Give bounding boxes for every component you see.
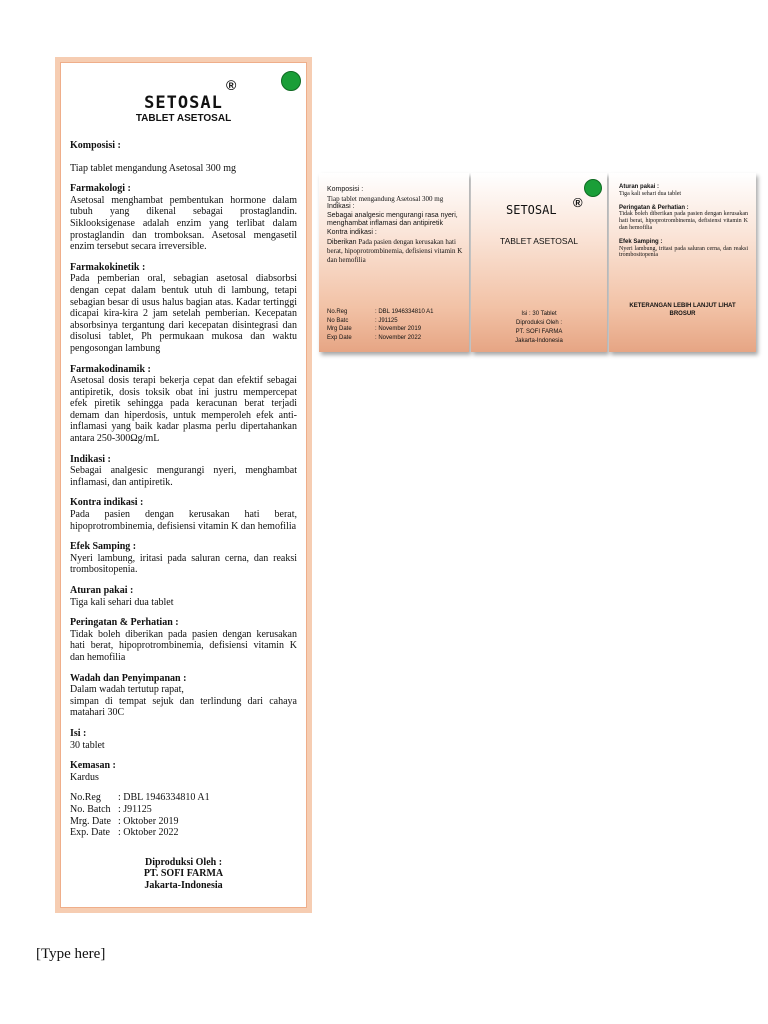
brochure-inner-frame	[60, 62, 307, 908]
producer-location: Jakarta-Indonesia	[515, 338, 563, 344]
section-heading: Wadah dan Penyimpanan :	[70, 672, 187, 684]
type-here-placeholder[interactable]: [Type here]	[36, 946, 106, 962]
green-logo-dot-icon	[584, 179, 602, 197]
brochure-sheet	[55, 57, 312, 913]
brand-title: SETOSAL	[506, 203, 557, 217]
section-text: Pada pemberian oral, sebagian asetosal diabsorbsi dengan cepat dalam bentuk utuh di lambung, tetapi sebagian besar di usus halus bagian atas. Kadar tertinggi dicapai kira-kira 2 jam setelah pemberian. Kecepatan absorbsinya tergantung dari kecepatan disintegrasi dan disolusi tablet, Ph permukaan mukosa dan waktu pengosongan lambung	[70, 273, 297, 354]
producer-company: PT. SOFI FARMA	[515, 329, 563, 335]
panel-right-text	[619, 184, 748, 259]
section-wadah	[70, 673, 297, 719]
efek-text: Nyeri lambung, iritasi pada saluran cerna, dan reaksi trombositopenia	[619, 245, 748, 259]
box-panel-right	[609, 173, 756, 352]
center-panel-footer	[471, 310, 607, 346]
section-text: Pada pasien dengan kerusakan hati berat, hipoprotrombinemia, defisiensi vitamin K dan hemofilia	[70, 509, 297, 532]
box-panel-left	[319, 173, 469, 352]
registration-row	[70, 827, 297, 839]
brand-title: SETOSAL	[144, 93, 223, 113]
indikasi-text: Sebagai analgesic mengurangi rasa nyeri, menghambat inflamasi dan antipiretik	[327, 211, 458, 228]
section-text: Nyeri lambung, iritasi pada saluran cerna, dan reaksi trombositopenia.	[70, 552, 297, 576]
brochure-content	[70, 140, 297, 891]
section-text: Kardus	[70, 771, 99, 783]
section-farmakologi	[70, 183, 297, 253]
section-komposisi	[70, 140, 297, 174]
komposisi-text: Tiap tablet mengandung Asetosal 300 mg	[327, 194, 444, 203]
registration-key: Exp Date	[327, 334, 352, 341]
registration-key: Mrg Date	[327, 326, 352, 333]
registered-trademark-icon: ®	[573, 195, 583, 210]
section-heading: Indikasi :	[70, 453, 111, 465]
section-text: 30 tablet	[70, 739, 105, 751]
section-kemasan	[70, 760, 297, 783]
peringatan-heading: Peringatan & Perhatian :	[619, 204, 689, 211]
komposisi-heading: Komposisi :	[327, 186, 364, 193]
section-text: Dalam wadah tertutup rapat,	[70, 684, 184, 696]
registration-row	[70, 804, 297, 816]
section-text: Tiga kali sehari dua tablet	[70, 596, 174, 608]
registration-value: : November 2019	[375, 326, 422, 333]
section-peringatan	[70, 617, 297, 663]
registration-value: : Oktober 2022	[118, 827, 179, 839]
producer-label: Diproduksi Oleh :	[144, 856, 223, 868]
kontra-heading: Kontra indikasi :	[327, 228, 377, 236]
section-text: simpan di tempat sejuk dan terlindung dari cahaya matahari 30C	[70, 695, 297, 719]
registration-row	[70, 792, 297, 804]
registration-row	[327, 334, 434, 343]
section-heading: Farmakodinamik :	[70, 363, 151, 375]
panel-registration-table	[327, 308, 434, 342]
registration-value: : November 2022	[375, 334, 422, 341]
producer-location: Jakarta-Indonesia	[144, 879, 223, 891]
registered-trademark-icon: ®	[226, 77, 237, 93]
registration-row	[327, 317, 434, 326]
registration-row	[70, 816, 297, 828]
registration-value: : DBL 1946334810 A1	[375, 309, 434, 315]
producer-label: Diproduksi Oleh :	[515, 320, 563, 326]
registration-value: : Oktober 2019	[118, 815, 179, 827]
isi-count: Isi : 30 Tablet	[521, 311, 557, 317]
aturan-text: Tiga kali sehari dua tablet	[619, 190, 682, 197]
section-text: Tiap tablet mengandung Asetosal 300 mg	[70, 162, 237, 174]
registration-key: No.Reg	[327, 309, 348, 315]
section-heading: Isi :	[70, 727, 87, 739]
section-text: Asetosal menghambat pembentukan hormone dalam tubuh yang dikenal sebagai prostaglandin. Siklooksigenase adalah enzim yang terlibat dalam prostaglandin dan tromboksan. Asetosal mengasetil enzim tersebut secara irreversible.	[70, 194, 297, 253]
aturan-heading: Aturan pakai :	[619, 184, 660, 190]
producer-block	[70, 857, 297, 892]
registration-row	[327, 325, 434, 334]
registration-key: No. Batch	[70, 803, 111, 815]
section-text: Tidak boleh diberikan pada pasien dengan kerusakan hati berat, hipoprotrombinemia, defisiensi vitamin K dan hemofilia	[70, 628, 297, 663]
registration-row	[327, 308, 434, 317]
efek-heading: Efek Samping :	[619, 238, 663, 245]
section-heading: Komposisi :	[70, 140, 121, 151]
registration-table	[70, 792, 297, 838]
kontra-text: Pada pasien dengan kerusakan hati berat, hipoprotrombinemia, defisiensi vitamin K dan hemofilia	[327, 237, 463, 264]
section-text: Sebagai analgesic mengurangi nyeri, menghambat inflamasi, dan antipiretik.	[70, 465, 297, 488]
section-heading: Farmakokinetik :	[70, 261, 146, 273]
brochure-note: KETERANGAN LEBIH LANJUT LIHAT BROSUR	[629, 303, 736, 317]
registration-value: : DBL 1946334810 A1	[118, 792, 210, 804]
box-panel-center	[471, 173, 607, 352]
section-heading: Efek Samping :	[70, 541, 137, 553]
kontra-prefix: Diberikan	[327, 238, 357, 246]
registration-key: No.Reg	[70, 792, 101, 804]
green-logo-dot-icon	[281, 71, 301, 91]
section-kontra-indikasi	[70, 497, 297, 532]
section-farmakokinetik	[70, 262, 297, 355]
section-farmakodinamik	[70, 364, 297, 445]
section-heading: Farmakologi :	[70, 183, 131, 195]
peringatan-text: Tidak boleh diberikan pada pasien dengan kerusakan hati berat, hipoprotrombinemia, defisiensi vitamin K dan hemofilia	[619, 211, 748, 231]
registration-key: Mrg. Date	[70, 815, 111, 827]
section-text: Asetosal dosis terapi bekerja cepat dan efektif sebagai antipiretik, dosis toksik obat ini justru mempercepat efek piretik sehingga pada keracunan berat terjadi demam dan hiperdosis, untuk memperoleh efek anti-inflamasi yang baik kadar plasma perlu dipertahankan antara 250-300Ωg/mL	[70, 375, 297, 445]
producer-company: PT. SOFI FARMA	[143, 868, 224, 880]
brand-subtitle: TABLET ASETOSAL	[135, 113, 232, 124]
indikasi-heading: Indikasi :	[327, 203, 355, 211]
section-isi	[70, 728, 297, 751]
registration-key: Exp. Date	[70, 827, 110, 839]
registration-key: No Batc	[327, 317, 349, 324]
section-aturan-pakai	[70, 585, 297, 608]
kontra-line	[327, 238, 463, 265]
section-heading: Aturan pakai :	[70, 585, 134, 596]
section-heading: Kemasan :	[70, 760, 116, 772]
section-heading: Peringatan & Perhatian :	[70, 617, 179, 629]
section-heading: Kontra indikasi :	[70, 497, 144, 509]
section-efek-samping	[70, 541, 297, 576]
panel-left-text	[327, 186, 463, 264]
brand-subtitle: TABLET ASETOSAL	[500, 236, 578, 246]
registration-value: : J91125	[118, 803, 152, 815]
section-indikasi	[70, 454, 297, 489]
registration-value: : J91125	[375, 317, 398, 324]
